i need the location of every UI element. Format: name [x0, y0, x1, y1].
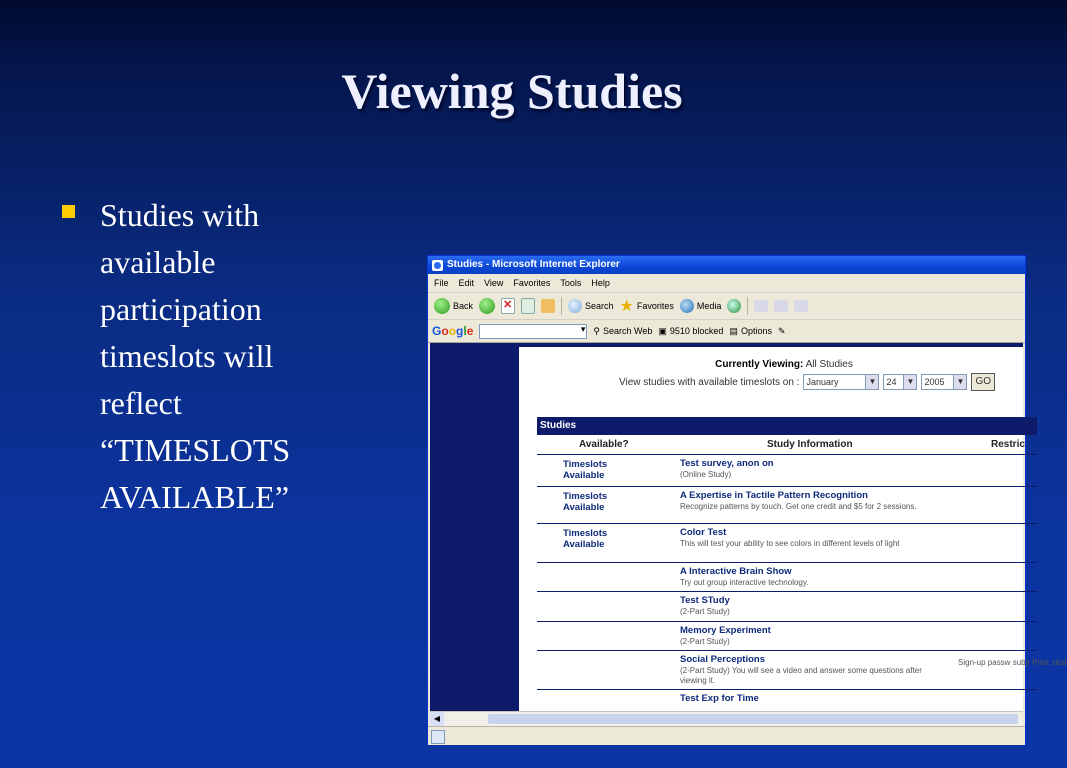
study-title-link[interactable]: Test survey, anon on: [680, 458, 774, 469]
study-description: Recognize patterns by touch. Get one credit and $5 for 2 sessions.: [680, 502, 917, 511]
home-icon[interactable]: [541, 299, 555, 313]
back-button[interactable]: [434, 298, 473, 314]
media-icon: [680, 299, 694, 313]
bullet-text: [100, 192, 360, 521]
toolbar-separator: [747, 297, 748, 315]
binoculars-icon: ⚲: [593, 325, 600, 336]
date-filter: [619, 373, 995, 391]
currently-viewing-label: Currently Viewing:: [715, 359, 804, 370]
bullet-line: reflect: [100, 385, 182, 421]
table-row: [537, 622, 1037, 651]
table-row: [537, 487, 1037, 524]
refresh-icon[interactable]: [521, 298, 535, 314]
scroll-left-icon[interactable]: ◀: [430, 712, 444, 726]
availability-link[interactable]: Timeslots Available: [563, 491, 608, 513]
history-icon[interactable]: [727, 299, 741, 313]
currently-viewing: [619, 359, 949, 370]
bullet-line: available: [100, 244, 216, 280]
ie-logo-icon: [432, 260, 443, 271]
availability-link[interactable]: Timeslots Available: [563, 528, 608, 550]
year-select[interactable]: [921, 374, 967, 390]
chevron-down-icon: ▼: [953, 375, 966, 389]
study-title-link[interactable]: Color Test: [680, 527, 727, 538]
study-description: Try out group interactive technology.: [680, 578, 809, 587]
study-description: (2-Part Study): [680, 607, 730, 616]
table-row: [537, 524, 1037, 563]
menu-file[interactable]: File: [434, 278, 449, 288]
availability-link[interactable]: Timeslots Available: [563, 459, 608, 481]
chevron-down-icon: ▼: [903, 375, 916, 389]
google-logo: Google: [432, 324, 474, 338]
search-web-label: Search Web: [603, 326, 653, 336]
table-row: [537, 651, 1067, 690]
menu-tools[interactable]: Tools: [560, 278, 582, 288]
options-button[interactable]: [729, 326, 772, 337]
horizontal-scrollbar[interactable]: [430, 711, 1023, 726]
edit-icon[interactable]: [794, 300, 808, 312]
study-restrictions: Sign-up passw subjr Prior stud: [958, 658, 1067, 667]
day-select[interactable]: [883, 374, 917, 390]
study-title-link[interactable]: Memory Experiment: [680, 625, 771, 636]
table-row: [537, 563, 1037, 592]
print-icon[interactable]: [774, 300, 788, 312]
options-icon: ▤: [729, 325, 738, 336]
window-title: Studies - Microsoft Internet Explorer: [447, 259, 620, 270]
study-title-link[interactable]: Test Exp for Time: [680, 693, 759, 704]
study-title-link[interactable]: Test STudy: [680, 595, 730, 606]
study-description: (Online Study): [680, 470, 732, 479]
square-bullet-icon: [62, 205, 75, 218]
currently-viewing-value: All Studies: [805, 359, 853, 370]
studies-table-header: [537, 435, 1037, 455]
page-content: [519, 343, 1067, 711]
popup-blocked-icon: ▣: [658, 325, 667, 336]
study-title-link[interactable]: Social Perceptions: [680, 654, 766, 665]
forward-button[interactable]: [479, 298, 495, 314]
browser-window: [427, 255, 1067, 745]
study-description: (2-Part Study) You will see a video and answer some questions after viewing it.: [680, 666, 922, 685]
favorites-button[interactable]: [620, 296, 674, 316]
forward-arrow-icon: [479, 298, 495, 314]
left-nav-panel: [430, 343, 519, 711]
study-title-link[interactable]: A Interactive Brain Show: [680, 566, 792, 577]
search-label: Search: [585, 301, 614, 311]
bullet-line: Studies with: [100, 197, 260, 233]
back-arrow-icon: [434, 298, 450, 314]
study-description: This will test your ability to see colors in different levels of light: [680, 539, 900, 548]
month-value: January: [806, 377, 839, 387]
table-row: [537, 592, 1037, 622]
back-label: Back: [453, 301, 474, 311]
table-row: [537, 455, 1037, 487]
menu-edit[interactable]: Edit: [458, 278, 475, 288]
bullet-line: timeslots will: [100, 338, 274, 374]
chevron-down-icon: ▼: [865, 375, 878, 389]
scrollbar-thumb[interactable]: [488, 714, 1018, 724]
window-titlebar[interactable]: [428, 256, 1025, 274]
media-label: Media: [696, 301, 722, 311]
bullet-line: AVAILABLE”: [100, 479, 290, 515]
search-web-button[interactable]: [593, 326, 652, 337]
study-title-link[interactable]: A Expertise in Tactile Pattern Recognition: [680, 490, 868, 501]
study-description: (2-Part Study): [680, 637, 730, 646]
standard-toolbar: [428, 293, 1025, 320]
bullet-line: “TIMESLOTS: [100, 432, 291, 468]
highlighter-icon[interactable]: ✎: [777, 325, 786, 336]
toolbar-separator: [561, 297, 562, 315]
page-status-icon: [431, 730, 445, 744]
bullet-line: participation: [100, 291, 262, 327]
menu-help[interactable]: Help: [591, 278, 610, 288]
slide-title: Viewing Studies: [341, 63, 683, 119]
month-select[interactable]: [803, 374, 879, 390]
search-icon: [568, 299, 582, 313]
filter-label: View studies with available timeslots on :: [619, 376, 800, 388]
day-value: 24: [886, 377, 897, 387]
menu-favorites[interactable]: Favorites: [513, 278, 551, 288]
star-icon: ★: [619, 298, 634, 315]
menu-view[interactable]: View: [484, 278, 504, 288]
year-value: 2005: [924, 377, 945, 387]
status-bar: [428, 726, 1025, 745]
page-viewport: [430, 343, 1067, 711]
content-top-bar: [519, 343, 1023, 347]
stop-icon[interactable]: [501, 298, 515, 314]
col-study-info: Study Information: [767, 439, 853, 450]
go-button[interactable]: GO: [971, 373, 995, 391]
menu-bar: [428, 274, 1025, 293]
popup-blocker-button[interactable]: [658, 326, 723, 337]
favorites-label: Favorites: [636, 301, 674, 311]
media-button[interactable]: [680, 299, 722, 313]
studies-table-title: Studies: [537, 417, 1037, 435]
google-search-input[interactable]: [479, 324, 587, 339]
google-toolbar: [428, 320, 1025, 343]
search-button[interactable]: [568, 299, 614, 313]
col-available: Available?: [579, 439, 629, 450]
mail-icon[interactable]: [754, 300, 768, 312]
options-label: Options: [740, 326, 772, 336]
col-restrictions: Restric: [991, 439, 1025, 450]
blocked-count: 9510 blocked: [669, 326, 724, 336]
